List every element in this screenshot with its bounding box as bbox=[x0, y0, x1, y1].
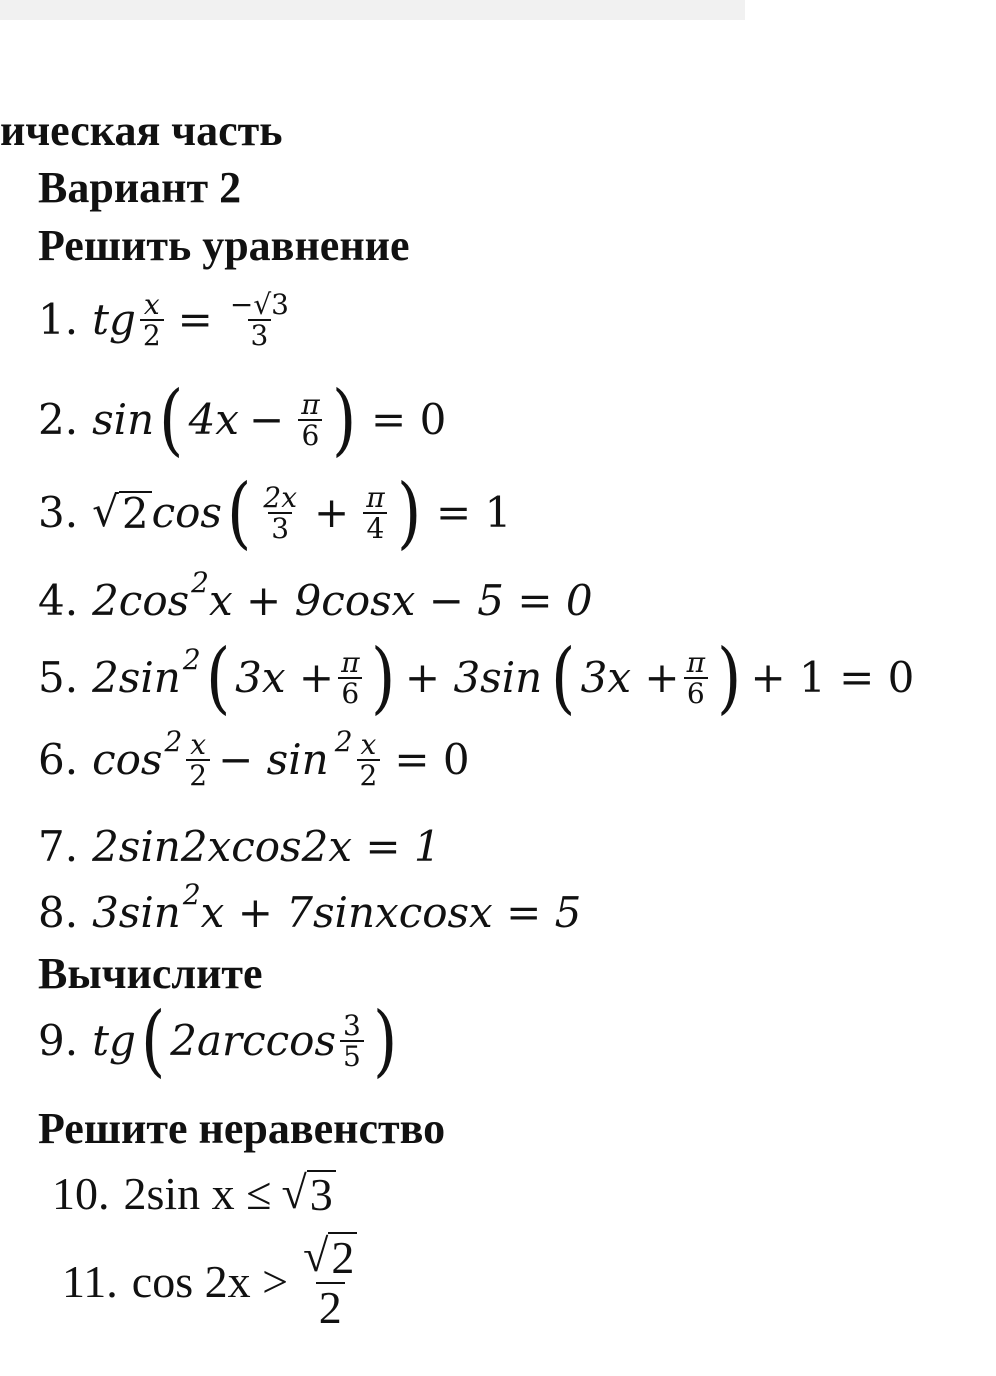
right-paren: ) bbox=[372, 996, 398, 1086]
rhs: + 1 = 0 bbox=[750, 653, 915, 703]
section-title-equations: Решить уравнение bbox=[38, 221, 410, 270]
fraction bbox=[357, 730, 381, 791]
fraction bbox=[140, 290, 164, 351]
denominator: 5 bbox=[340, 1040, 364, 1071]
problem-2 bbox=[38, 375, 456, 465]
fraction bbox=[340, 1008, 364, 1074]
variant-title: Вариант 2 bbox=[38, 163, 242, 212]
numerator: x bbox=[360, 728, 377, 761]
numerator bbox=[300, 1232, 360, 1282]
problem-3 bbox=[38, 468, 521, 558]
radical-sign: √ bbox=[281, 1167, 307, 1218]
problem-number: 10. bbox=[52, 1168, 110, 1219]
denominator: 2 bbox=[316, 1282, 345, 1332]
problem-number: 5. bbox=[38, 653, 79, 703]
problem-1 bbox=[38, 290, 296, 351]
radicand: 3 bbox=[307, 1170, 336, 1218]
problem-8 bbox=[38, 878, 582, 937]
left-paren: ( bbox=[140, 996, 166, 1086]
denominator: 4 bbox=[363, 512, 387, 543]
left-paren: ( bbox=[551, 633, 576, 723]
term: 4x bbox=[188, 395, 239, 445]
right-paren: ) bbox=[331, 375, 356, 465]
equation: 2sin2xcos2x = 1 bbox=[92, 822, 441, 871]
fraction bbox=[298, 387, 322, 453]
problem-number: 4. bbox=[38, 576, 79, 625]
problem-number: 3. bbox=[38, 488, 79, 538]
problem-number: 2. bbox=[38, 395, 79, 445]
denominator: 3 bbox=[248, 319, 272, 350]
problem-number: 11. bbox=[62, 1256, 118, 1308]
term: + 3sin bbox=[404, 653, 543, 703]
term: x + 7sinxcosx = 5 bbox=[200, 888, 582, 937]
section-title-compute: Вычислите bbox=[38, 949, 263, 998]
term: 3x + bbox=[235, 653, 335, 703]
right-paren: ) bbox=[717, 633, 742, 723]
term: 2sin bbox=[92, 653, 181, 703]
problem-6 bbox=[38, 725, 480, 793]
radicand: 2 bbox=[119, 491, 152, 535]
term: 2sin x ≤ bbox=[123, 1168, 272, 1219]
section-header-partial: ическая часть bbox=[0, 106, 283, 155]
rhs: = 0 bbox=[371, 395, 447, 445]
problem-number: 6. bbox=[38, 735, 79, 785]
term: cos 2x > bbox=[131, 1256, 289, 1308]
numerator: 2x bbox=[263, 480, 297, 514]
rhs: = 0 bbox=[394, 735, 470, 785]
term: − sin bbox=[218, 735, 329, 785]
denominator: 2 bbox=[357, 759, 381, 790]
numerator: −√3 bbox=[229, 288, 289, 321]
exponent: 2 bbox=[334, 725, 353, 759]
numerator: x bbox=[190, 728, 207, 761]
term: 2arccos bbox=[170, 1016, 337, 1066]
denominator: 6 bbox=[684, 677, 708, 708]
numerator: 3 bbox=[343, 1008, 361, 1042]
function-name: tg bbox=[92, 1016, 136, 1066]
exponent: 2 bbox=[191, 566, 209, 599]
numerator: π bbox=[366, 480, 385, 514]
function-name: cos bbox=[151, 488, 222, 538]
denominator: 2 bbox=[140, 319, 164, 350]
radicand: 2 bbox=[328, 1232, 357, 1282]
numerator: π bbox=[301, 387, 320, 421]
numerator: π bbox=[686, 645, 706, 679]
problem-number: 8. bbox=[38, 888, 79, 937]
fraction bbox=[300, 1232, 360, 1333]
term: x + 9cosx − 5 = 0 bbox=[209, 576, 593, 625]
numerator: x bbox=[143, 288, 160, 321]
right-paren: ) bbox=[371, 633, 396, 723]
denominator: 6 bbox=[338, 677, 362, 708]
fraction bbox=[363, 480, 387, 546]
left-paren: ( bbox=[159, 375, 184, 465]
plus-sign: + bbox=[314, 488, 350, 538]
exponent: 2 bbox=[182, 643, 201, 677]
denominator: 2 bbox=[186, 759, 210, 790]
term: 2cos bbox=[92, 576, 190, 625]
problem-5 bbox=[38, 633, 915, 723]
problem-4 bbox=[38, 566, 593, 625]
term: 3sin bbox=[92, 888, 181, 937]
problem-11 bbox=[62, 1232, 364, 1333]
problem-9 bbox=[38, 996, 402, 1086]
fraction bbox=[684, 645, 708, 711]
problem-number: 9. bbox=[38, 1016, 79, 1066]
radical-sign: √ bbox=[92, 487, 119, 537]
denominator: 3 bbox=[268, 512, 292, 543]
minus-sign: − bbox=[248, 395, 285, 445]
problem-number: 7. bbox=[38, 822, 79, 871]
problem-10 bbox=[52, 1167, 336, 1220]
problem-7 bbox=[38, 822, 441, 871]
term: 3x + bbox=[580, 653, 680, 703]
exponent: 2 bbox=[182, 878, 201, 911]
function-name: cos bbox=[92, 735, 163, 785]
exponent: 2 bbox=[164, 725, 183, 759]
top-scroll-strip bbox=[0, 0, 745, 20]
function-name: tg bbox=[92, 295, 136, 345]
function-name: sin bbox=[92, 395, 155, 445]
equals-sign: = bbox=[177, 295, 213, 345]
numerator: π bbox=[341, 645, 360, 679]
fraction bbox=[186, 730, 210, 791]
denominator: 6 bbox=[298, 419, 322, 450]
problem-number: 1. bbox=[38, 295, 79, 345]
right-paren: ) bbox=[396, 468, 422, 558]
radical-sign: √ bbox=[303, 1230, 329, 1281]
square-root bbox=[281, 1167, 335, 1220]
square-root bbox=[92, 487, 152, 539]
left-paren: ( bbox=[205, 633, 231, 723]
left-paren: ( bbox=[226, 468, 252, 558]
rhs: = 1 bbox=[436, 488, 512, 538]
fraction bbox=[338, 645, 362, 711]
fraction bbox=[260, 480, 300, 546]
section-title-inequality: Решите неравенство bbox=[38, 1104, 446, 1153]
fraction bbox=[227, 290, 292, 351]
